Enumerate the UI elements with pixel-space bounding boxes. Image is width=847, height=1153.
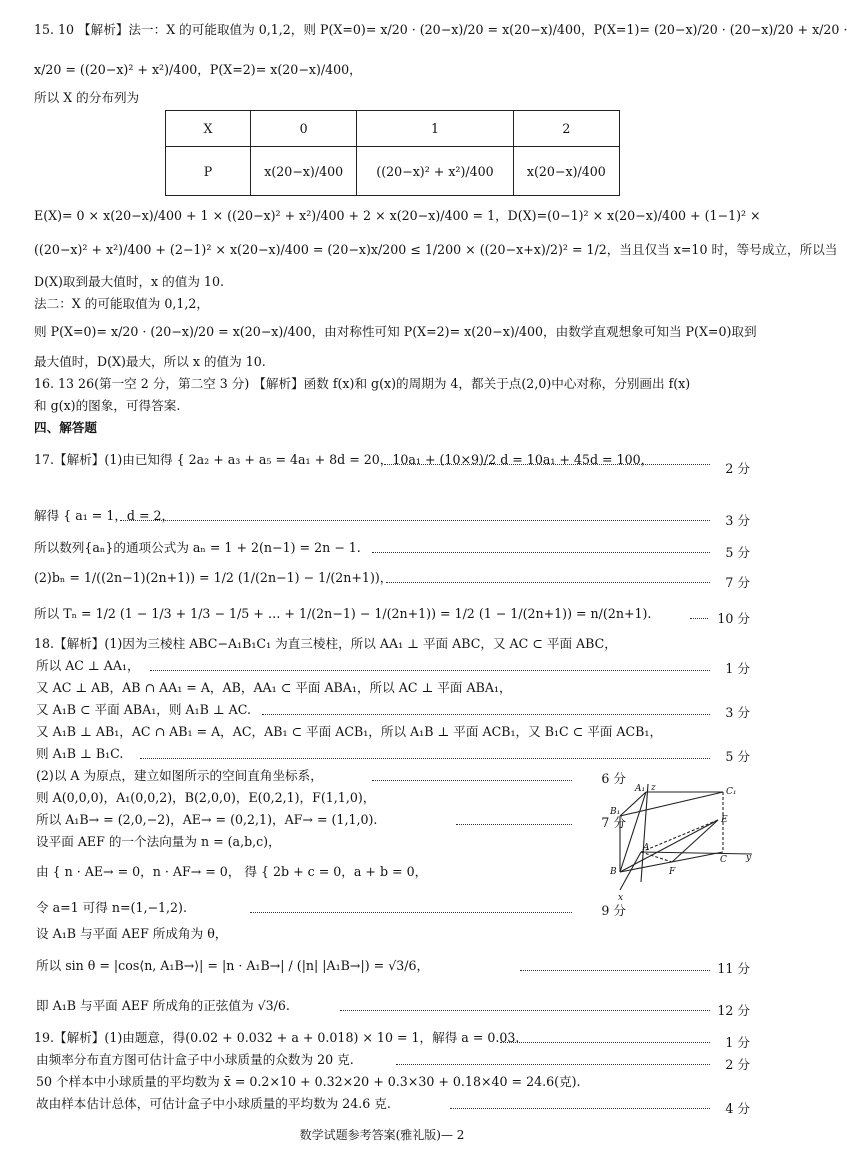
leader-dots (120, 520, 710, 521)
table-cell: 1 (357, 111, 513, 147)
q18-line-2: 所以 AC ⊥ AA₁， (36, 658, 140, 673)
q15-line-8: 则 P(X=0)= x/20 · (20−x)/20 = x(20−x)/400，由对称性可知 P(X=2)= x(20−x)/400，由数学直观想象可知当 P(X=0)取到 (34, 324, 757, 339)
score: 3 分 (725, 705, 750, 720)
leader-dots (340, 1010, 710, 1011)
leader-dots (500, 1042, 710, 1043)
score: 5 分 (725, 545, 750, 560)
leader-dots (384, 464, 710, 465)
q15-line-3: 所以 X 的分布列为 (34, 90, 140, 105)
distribution-table (165, 110, 620, 196)
leader-dots (372, 780, 572, 781)
score: 6 分 (601, 771, 626, 786)
label-f: F (669, 867, 676, 877)
q15-line-6: D(X)取到最大值时，x 的值为 10. (34, 274, 224, 289)
label-a: A (643, 843, 650, 853)
segment-af (641, 852, 672, 862)
q18-line-4: 又 A₁B ⊂ 平面 ABA₁，则 A₁B ⊥ AC. (36, 702, 251, 717)
leader-dots (140, 758, 710, 759)
q18-line-6: 则 A₁B ⊥ B₁C. (36, 746, 124, 761)
score: 7 分 (725, 575, 750, 590)
q18-line-15: 即 A₁B 与平面 AEF 所成角的正弦值为 √3/6. (36, 998, 290, 1013)
q18-line-13: 设 A₁B 与平面 AEF 所成角为 θ， (36, 926, 228, 941)
score: 3 分 (725, 513, 750, 528)
page-footer: 数学试题参考答案(雅礼版)— 2 (299, 1128, 465, 1142)
q15-line-9: 最大值时，D(X)最大，所以 x 的值为 10. (34, 354, 266, 369)
q19-line-2: 由频率分布直方图可估计盒子中小球质量的众数为 20 克. (36, 1052, 354, 1067)
section-heading: 四、解答题 (34, 420, 97, 435)
q19-line-4: 故由样本估计总体，可估计盒子中小球质量的平均数为 24.6 克. (36, 1096, 391, 1111)
score: 2 分 (725, 461, 750, 476)
score: 7 分 (601, 815, 626, 830)
q17-line-4: (2)bₙ = 1/((2n−1)(2n+1)) = 1/2 (1/(2n−1) − 1/(2n+1))， (34, 570, 393, 585)
q18-line-8: 则 A(0,0,0)，A₁(0,0,2)，B(2,0,0)，E(0,2,1)，F(1,1,0)， (36, 790, 376, 805)
leader-dots (386, 582, 710, 583)
q15-line-4: E(X)= 0 × x(20−x)/400 + 1 × ((20−x)² + x²)/400 + 2 × x(20−x)/400 = 1，D(X)=(0−1)² × x(20−x)/400 + (1−1)² × (34, 208, 761, 223)
table-cell: 2 (513, 111, 619, 147)
table-cell: x(20−x)/400 (251, 147, 357, 196)
score: 5 分 (725, 749, 750, 764)
q18-line-7: (2)以 A 为原点，建立如图所示的空间直角坐标系， (36, 768, 323, 783)
label-e: E (721, 815, 728, 825)
leader-dots (456, 824, 572, 825)
label-y: y (746, 853, 752, 863)
label-c: C (720, 855, 727, 865)
leader-dots (396, 1064, 710, 1065)
leader-dots (372, 552, 710, 553)
q16-line-2: 和 g(x)的图象，可得答案. (34, 398, 181, 413)
q15-line-2: x/20 = ((20−x)² + x²)/400，P(X=2)= x(20−x)/400， (34, 62, 362, 77)
q15-line-5: ((20−x)² + x²)/400 + (2−1)² × x(20−x)/400 = (20−x)x/200 ≤ 1/200 × ((20−x+x)/2)² = 1/2，当且仅当 x=10 时，等号成立，所以当 (34, 242, 838, 257)
score: 4 分 (725, 1101, 750, 1116)
q18-line-11: 由 { n · AE→ = 0，n · AF→ = 0， 得 { 2b + c = 0，a + b = 0， (36, 864, 428, 879)
q18-line-14: 所以 sin θ = |cos⟨n, A₁B→⟩| = |n · A₁B→| / (|n| |A₁B→|) = √3/6， (36, 958, 430, 973)
table-cell: P (166, 147, 251, 196)
score: 9 分 (601, 903, 626, 918)
label-a1: A₁ (635, 784, 646, 794)
leader-dots (690, 618, 708, 619)
table-cell: x(20−x)/400 (513, 147, 619, 196)
leader-dots (262, 714, 710, 715)
score: 1 分 (725, 1035, 750, 1050)
q18-line-3: 又 AC ⊥ AB，AB ∩ AA₁ = A，AB，AA₁ ⊂ 平面 ABA₁，所以 AC ⊥ 平面 ABA₁， (36, 680, 512, 695)
leader-dots (520, 970, 710, 971)
label-c1: C₁ (726, 787, 737, 797)
q16-line-1: 16. 13 26(第一空 2 分，第二空 3 分) 【解析】函数 f(x)和 g(x)的周期为 4，都关于点(2,0)中心对称，分别画出 f(x) (34, 376, 691, 391)
q15-line-7: 法二：X 的可能取值为 0,1,2， (34, 296, 209, 311)
q17-line-1: 17.【解析】(1)由已知得 { 2a₂ + a₃ + a₅ = 4a₁ + 8d = 20，10a₁ + (10×9)/2 d = 10a₁ + 45d = 100， (34, 452, 654, 467)
prism-figure (608, 782, 758, 902)
q17-line-2: 解得 { a₁ = 1，d = 2， (34, 508, 175, 523)
score: 2 分 (725, 1057, 750, 1072)
table-cell: X (166, 111, 251, 147)
q19-line-3: 50 个样本中小球质量的平均数为 x̄ = 0.2×10 + 0.32×20 + 0.3×30 + 0.18×40 = 24.6(克). (36, 1074, 581, 1089)
score: 12 分 (717, 1003, 750, 1018)
score: 10 分 (717, 611, 750, 626)
score: 11 分 (717, 961, 750, 976)
q19-line-1: 19.【解析】(1)由题意，得(0.02 + 0.032 + a + 0.018) × 10 = 1，解得 a = 0.03. (34, 1030, 520, 1045)
score: 1 分 (725, 661, 750, 676)
leader-dots (250, 912, 572, 913)
table-cell: ((20−x)² + x²)/400 (357, 147, 513, 196)
edge-b1c1 (620, 792, 723, 816)
label-x: x (618, 893, 624, 903)
table-cell: 0 (251, 111, 357, 147)
segment-ae (641, 820, 718, 852)
q18-line-12: 令 a=1 可得 n=(1,−1,2). (36, 900, 187, 915)
q17-line-5: 所以 Tₙ = 1/2 (1 − 1/3 + 1/3 − 1/5 + … + 1/(2n−1) − 1/(2n+1)) = 1/2 (1 − 1/(2n+1)) = n/(2n+1). (34, 606, 652, 621)
q18-line-9: 所以 A₁B→ = (2,0,−2)，AE→ = (0,2,1)，AF→ = (1,1,0). (36, 812, 378, 827)
leader-dots (150, 670, 710, 671)
label-b: B (610, 867, 617, 877)
q17-line-3: 所以数列{aₙ}的通项公式为 aₙ = 1 + 2(n−1) = 2n − 1. (34, 540, 361, 555)
q18-line-1: 18.【解析】(1)因为三棱柱 ABC−A₁B₁C₁ 为直三棱柱，所以 AA₁ ⊥ 平面 ABC，又 AC ⊂ 平面 ABC， (34, 636, 617, 651)
q18-line-5: 又 A₁B ⊥ AB₁，AC ∩ AB₁ = A，AC，AB₁ ⊂ 平面 ACB₁，所以 A₁B ⊥ 平面 ACB₁，又 B₁C ⊂ 平面 ACB₁， (36, 724, 663, 739)
q18-line-10: 设平面 AEF 的一个法向量为 n = (a,b,c)， (36, 834, 281, 849)
label-b1: B₁ (610, 807, 621, 817)
label-z: z (651, 783, 656, 793)
leader-dots (450, 1108, 710, 1109)
q15-line-1: 15. 10 【解析】法一：X 的可能取值为 0,1,2，则 P(X=0)= x/20 · (20−x)/20 = x(20−x)/400，P(X=1)= (20−x)/20 · (20−x)/20 + x/20 · (34, 22, 847, 37)
